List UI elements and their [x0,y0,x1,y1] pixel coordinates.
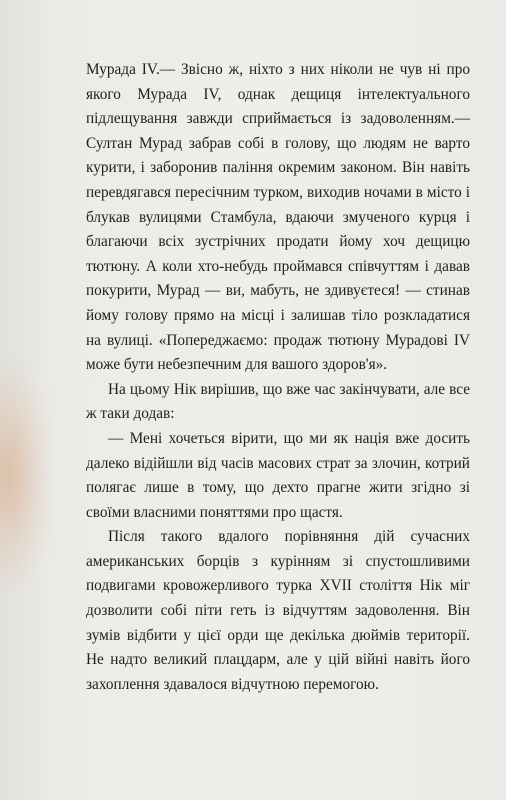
body-text [86,58,470,697]
paragraph-2: На цьому Нік вирішив, що вже час закінчувати, але все ж таки додав: [86,380,470,423]
paragraph-1: Мурада IV.— Звісно ж, ніхто з них ніколи не чув ні про якого Мурада IV, однак дещиця інтелектуального підлещування завжди сприймається із задоволенням.— Султан Мурад забрав собі в голову, що людям не варто курити, і заборонив паління окремим законом. Він навіть перевдягався пересічним турком, виходив ночами в місто і блукав вулицями Стамбула, вдаючи змученого курця і благаючи всіх зустрічних продати йому хоч дещицю тютюну. А коли хто-небудь проймався співчуттям і давав покурити, Мурад — ви, мабуть, не здивуєтеся! — стинав йому голову прямо на місці і залишав тіло розкладатися на вулиці. «Попереджаємо: продаж тютюну Мурадові IV може бути небезпечним для вашого здоров'я». [86,61,470,374]
page-stain [0,360,50,590]
paragraph-3: — Мені хочеться вірити, що ми як нація вже досить далеко відійшли від часів масових страт за злочин, котрий полягає лише в тому, що дехто прагне жити згідно зі своїми власними поняттями про щастя. [86,429,470,521]
paragraph-4: Після такого вдалого порівняння дій сучасних американських борців з курінням зі спустошливими подвигами кровожерливого турка XVII століття Нік міг дозволити собі піти геть із відчуттям задоволення. Він зумів відбити у цієї орди ще декілька дюймів території. Не надто великий плацдарм, але у цій війні навіть його захоплення здавалося відчутною перемогою. [86,528,470,693]
